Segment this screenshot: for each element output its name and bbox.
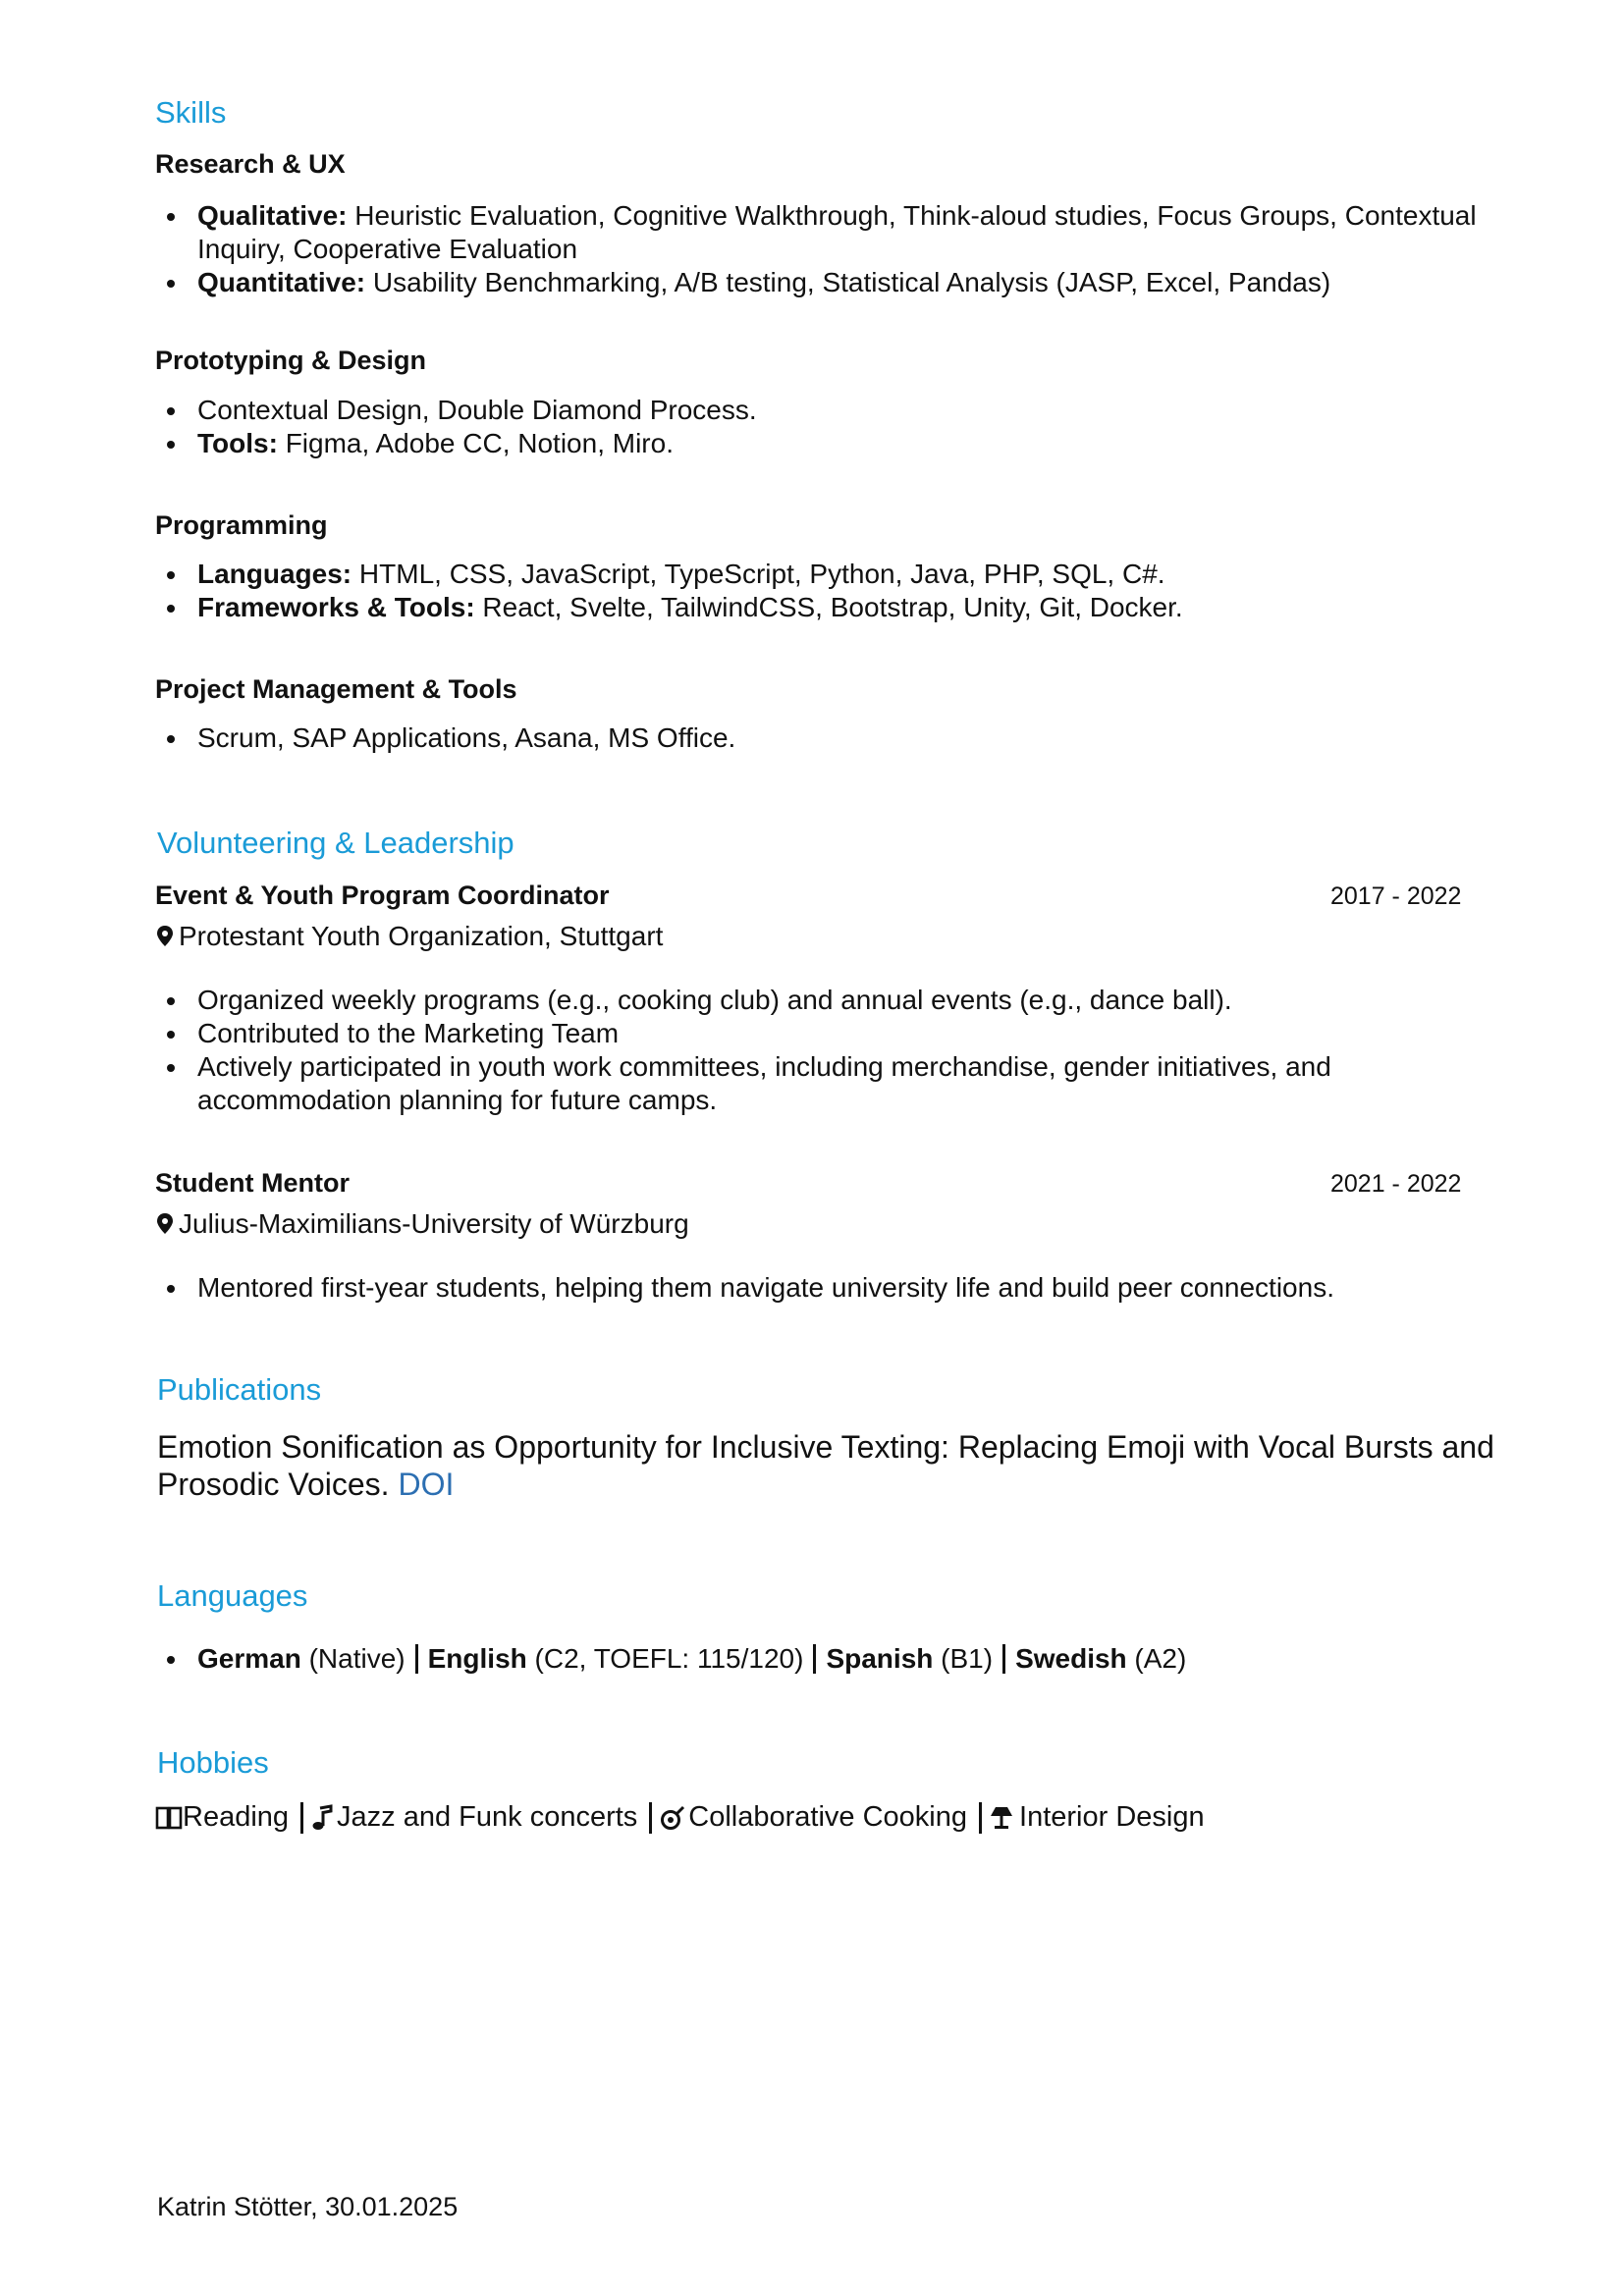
list-item: Quantitative: Usability Benchmarking, A/B testing, Statistical Analysis (JASP, Excel, Pandas) <box>155 266 1490 299</box>
list-item: Contextual Design, Double Diamond Process. <box>155 394 1490 427</box>
languages-list <box>155 1642 1530 1676</box>
role-date: 2017 - 2022 <box>1330 882 1462 910</box>
list-item: Qualitative: Heuristic Evaluation, Cognitive Walkthrough, Think-aloud studies, Focus Groups, Contextual Inquiry, Cooperative Evaluation <box>155 199 1490 266</box>
book-icon <box>155 1805 183 1831</box>
role-bullets <box>155 1271 1530 1305</box>
role-date: 2021 - 2022 <box>1330 1170 1462 1198</box>
location-pin-icon <box>155 1212 175 1236</box>
list-item: Scrum, SAP Applications, Asana, MS Office. <box>155 721 1490 755</box>
hobbies-heading: Hobbies <box>157 1745 269 1780</box>
languages-heading: Languages <box>157 1578 308 1613</box>
divider <box>1002 1644 1005 1674</box>
hobby-label: Reading <box>183 1801 290 1833</box>
programming-list <box>155 558 1490 624</box>
role-location: Protestant Youth Organization, Stuttgart <box>155 921 663 952</box>
cooking-icon <box>660 1805 685 1831</box>
divider <box>300 1802 303 1834</box>
hobby-label: Collaborative Cooking <box>688 1801 968 1833</box>
role-title: Student Mentor <box>155 1168 350 1198</box>
project-management-list <box>155 721 1490 755</box>
research-ux-heading: Research & UX <box>155 149 346 179</box>
divider <box>979 1802 982 1834</box>
list-item: Tools: Figma, Adobe CC, Notion, Miro. <box>155 427 1490 460</box>
divider <box>649 1802 652 1834</box>
publication-entry: Emotion Sonification as Opportunity for Inclusive Texting: Replacing Emoji with Vocal Bursts and Prosodic Voices. DOI <box>157 1429 1494 1502</box>
hobby-label: Interior Design <box>1019 1801 1205 1833</box>
hobbies-line <box>155 1801 1205 1834</box>
lamp-icon <box>990 1805 1013 1831</box>
project-management-heading: Project Management & Tools <box>155 674 517 704</box>
list-item: German (Native) English (C2, TOEFL: 115/120) Spanish (B1) Swedish (A2) <box>155 1642 1530 1676</box>
role-location: Julius-Maximilians-University of Würzburg <box>155 1208 689 1240</box>
list-item: Frameworks & Tools: React, Svelte, TailwindCSS, Bootstrap, Unity, Git, Docker. <box>155 591 1490 624</box>
prototyping-list <box>155 394 1490 460</box>
prototyping-heading: Prototyping & Design <box>155 346 426 375</box>
skills-heading: Skills <box>155 95 227 130</box>
location-pin-icon <box>155 925 175 948</box>
programming-heading: Programming <box>155 510 328 540</box>
role-title: Event & Youth Program Coordinator <box>155 881 610 910</box>
divider <box>813 1644 816 1674</box>
publications-heading: Publications <box>157 1372 322 1407</box>
list-item: Mentored first-year students, helping them navigate university life and build peer connections. <box>155 1271 1530 1305</box>
hobby-label: Jazz and Funk concerts <box>337 1801 638 1833</box>
list-item: Actively participated in youth work committees, including merchandise, gender initiatives, and accommodation planning for future camps. <box>155 1050 1530 1117</box>
research-ux-list <box>155 199 1490 299</box>
list-item: Contributed to the Marketing Team <box>155 1017 1530 1050</box>
doi-link[interactable]: DOI <box>398 1467 455 1502</box>
list-item: Languages: HTML, CSS, JavaScript, TypeScript, Python, Java, PHP, SQL, C#. <box>155 558 1490 591</box>
signature: Katrin Stötter, 30.01.2025 <box>157 2192 459 2221</box>
role-bullets <box>155 984 1530 1117</box>
divider <box>415 1644 418 1674</box>
list-item: Organized weekly programs (e.g., cooking club) and annual events (e.g., dance ball). <box>155 984 1530 1017</box>
music-note-icon <box>311 1804 333 1832</box>
volunteering-heading: Volunteering & Leadership <box>157 826 514 860</box>
